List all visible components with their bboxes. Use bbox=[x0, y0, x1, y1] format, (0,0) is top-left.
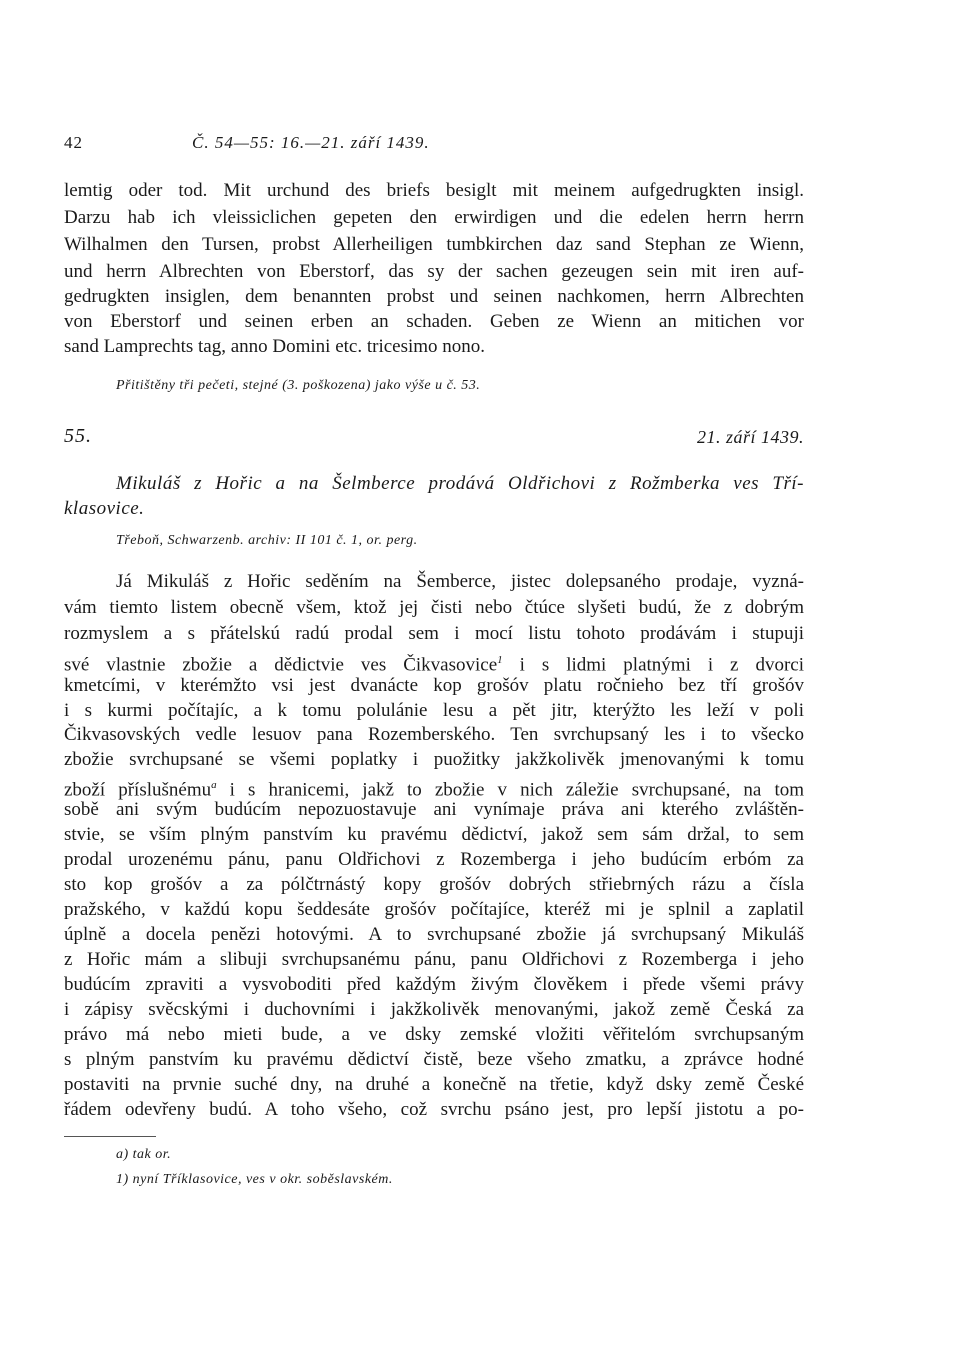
text-line: řádem odevřeny budú. A toho všeho, což svrchu psáno jest, pro lepší jistotu a po- bbox=[64, 1099, 804, 1120]
archive-note: Třeboň, Schwarzenb. archiv: II 101 č. 1, or. perg. bbox=[116, 533, 418, 548]
text-line: s plným panstvím ku pravému dědictví čistě, beze všeho zmatku, a zprávce hodné bbox=[64, 1049, 804, 1070]
text-line: prodal urozenému pánu, panu Oldřichovi z Rozemberga i jeho budúcím erbóm za bbox=[64, 849, 804, 870]
text-line: i zápisy svěcskými i duchovními i jakžkolivěk menovanými, jakož země Česká za bbox=[64, 999, 804, 1020]
document-number: 55. bbox=[64, 425, 92, 447]
text-line: Wilhalmen den Tursen, probst Allerheiligen tumbkirchen daz sand Stephan ze Wienn, bbox=[64, 234, 804, 255]
text-line: von Eberstorf und seinen erben an schaden. Geben ze Wienn an mitichen vor bbox=[64, 311, 804, 332]
running-head: Č. 54—55: 16.—21. září 1439. bbox=[192, 133, 430, 152]
text-segment: své vlastnie zbožie a dědictvie ves Čikvasovice bbox=[64, 654, 498, 676]
text-line: z Hořic mám a slibuji svrchupsanému pánu, panu Oldřichovi z Rozemberga i jeho bbox=[64, 949, 804, 970]
text-line: kmetcími, v kterémžto vsi jest dvanácte kop grošóv platu ročnieho bez tří grošóv bbox=[64, 675, 804, 696]
regest-line: Mikuláš z Hořic a na Šelmberce prodává Oldřichovi z Rožmberka ves Tří- bbox=[116, 473, 804, 494]
text-line: Čikvasovských vedle lesuov pana Rozemberského. Ten svrchupsaný les i to všecko bbox=[64, 724, 804, 745]
footnote-mark: 1 bbox=[497, 654, 503, 666]
footnote-a: a) tak or. bbox=[116, 1147, 172, 1162]
text-segment: i s hranicemi, jakž to zbožie v nich záležie svrchupsané, na tom bbox=[216, 779, 804, 801]
regest-line: klasovice. bbox=[64, 498, 145, 519]
text-line: stvie, se vším plným panstvím ku pravému dědictví, jakož sem sám držal, to sem bbox=[64, 824, 804, 845]
text-line: pražského, v každú kopu šeddesáte grošóv počítajíce, kteréž mi je splnil a zaplatil bbox=[64, 899, 804, 920]
footnote-mark: a bbox=[211, 779, 217, 791]
text-line: i s kurmi počítajíc, a k tomu polulánie lesu a pět jitr, kterýžto les leží v poli bbox=[64, 700, 804, 721]
seal-note: Přitištěny tři pečeti, stejné (3. poškozena) jako výše u č. 53. bbox=[116, 378, 481, 393]
text-line: lemtig oder tod. Mit urchund des briefs besiglt mit meinem aufgedrugkten insigl. bbox=[64, 180, 804, 201]
document-date: 21. září 1439. bbox=[696, 427, 804, 447]
footnote-1: 1) nyní Tříklasovice, ves v okr. soběslavském. bbox=[116, 1172, 393, 1187]
text-line: sand Lamprechts tag, anno Domini etc. tricesimo nono. bbox=[64, 336, 486, 357]
text-line: budúcím zpraviti a vysvoboditi před každým živým člověkem i přede všemi právy bbox=[64, 974, 804, 995]
text-line: und herrn Albrechten von Eberstorf, das sy der sachen gezeugen sein mit iren auf- bbox=[64, 261, 804, 282]
text-line: rozmyslem a s přátelskú radú prodal sem i mocí listu tohoto prodávám i stupuji bbox=[64, 623, 804, 644]
text-line: sobě ani svým budúcím nepozuostavuje ani vynímaje práva ani kterého zvláštěn- bbox=[64, 799, 804, 820]
text-segment: i s lidmi platnými i z dvorci bbox=[502, 654, 805, 676]
footnote-divider bbox=[64, 1136, 156, 1137]
text-line: zbožie svrchupsané se všemi poplatky i puožitky jakžkolivěk jmenovanými k tomu bbox=[64, 749, 804, 770]
text-line: postaviti na prvnie suché dny, na druhé a konečně na třetie, když dsky země České bbox=[64, 1074, 804, 1095]
page-header bbox=[64, 133, 804, 159]
text-segment: zboží příslušnému bbox=[64, 779, 212, 801]
text-line: vám tiemto listem obecně všem, ktož jej čisti nebo čtúce slyšeti budú, že z dobrým bbox=[64, 597, 804, 618]
page-number: 42 bbox=[64, 133, 83, 152]
text-line bbox=[64, 648, 804, 677]
text-line: úplně a docela penězi hotovými. A to svrchupsané zbožie já svrchupsaný Mikuláš bbox=[64, 924, 804, 945]
text-line: Já Mikuláš z Hořic seděním na Šemberce, jistec dolepsaného prodaje, vyzná- bbox=[116, 571, 804, 592]
text-line: gedrugkten insiglen, dem benannten probst und seinen nachkomen, herrn Albrechten bbox=[64, 286, 804, 307]
text-line: právo má nebo mieti bude, a ve dsky zemské vložiti věřitelóm svrchupsaným bbox=[64, 1024, 804, 1045]
text-line: Darzu hab ich vleissiclichen gepeten den erwirdigen und die edelen herrn herrn bbox=[64, 207, 804, 228]
text-line: sto kop grošóv a za pólčtrnástý kopy grošóv dobrých střiebrných rázu a čísla bbox=[64, 874, 804, 895]
